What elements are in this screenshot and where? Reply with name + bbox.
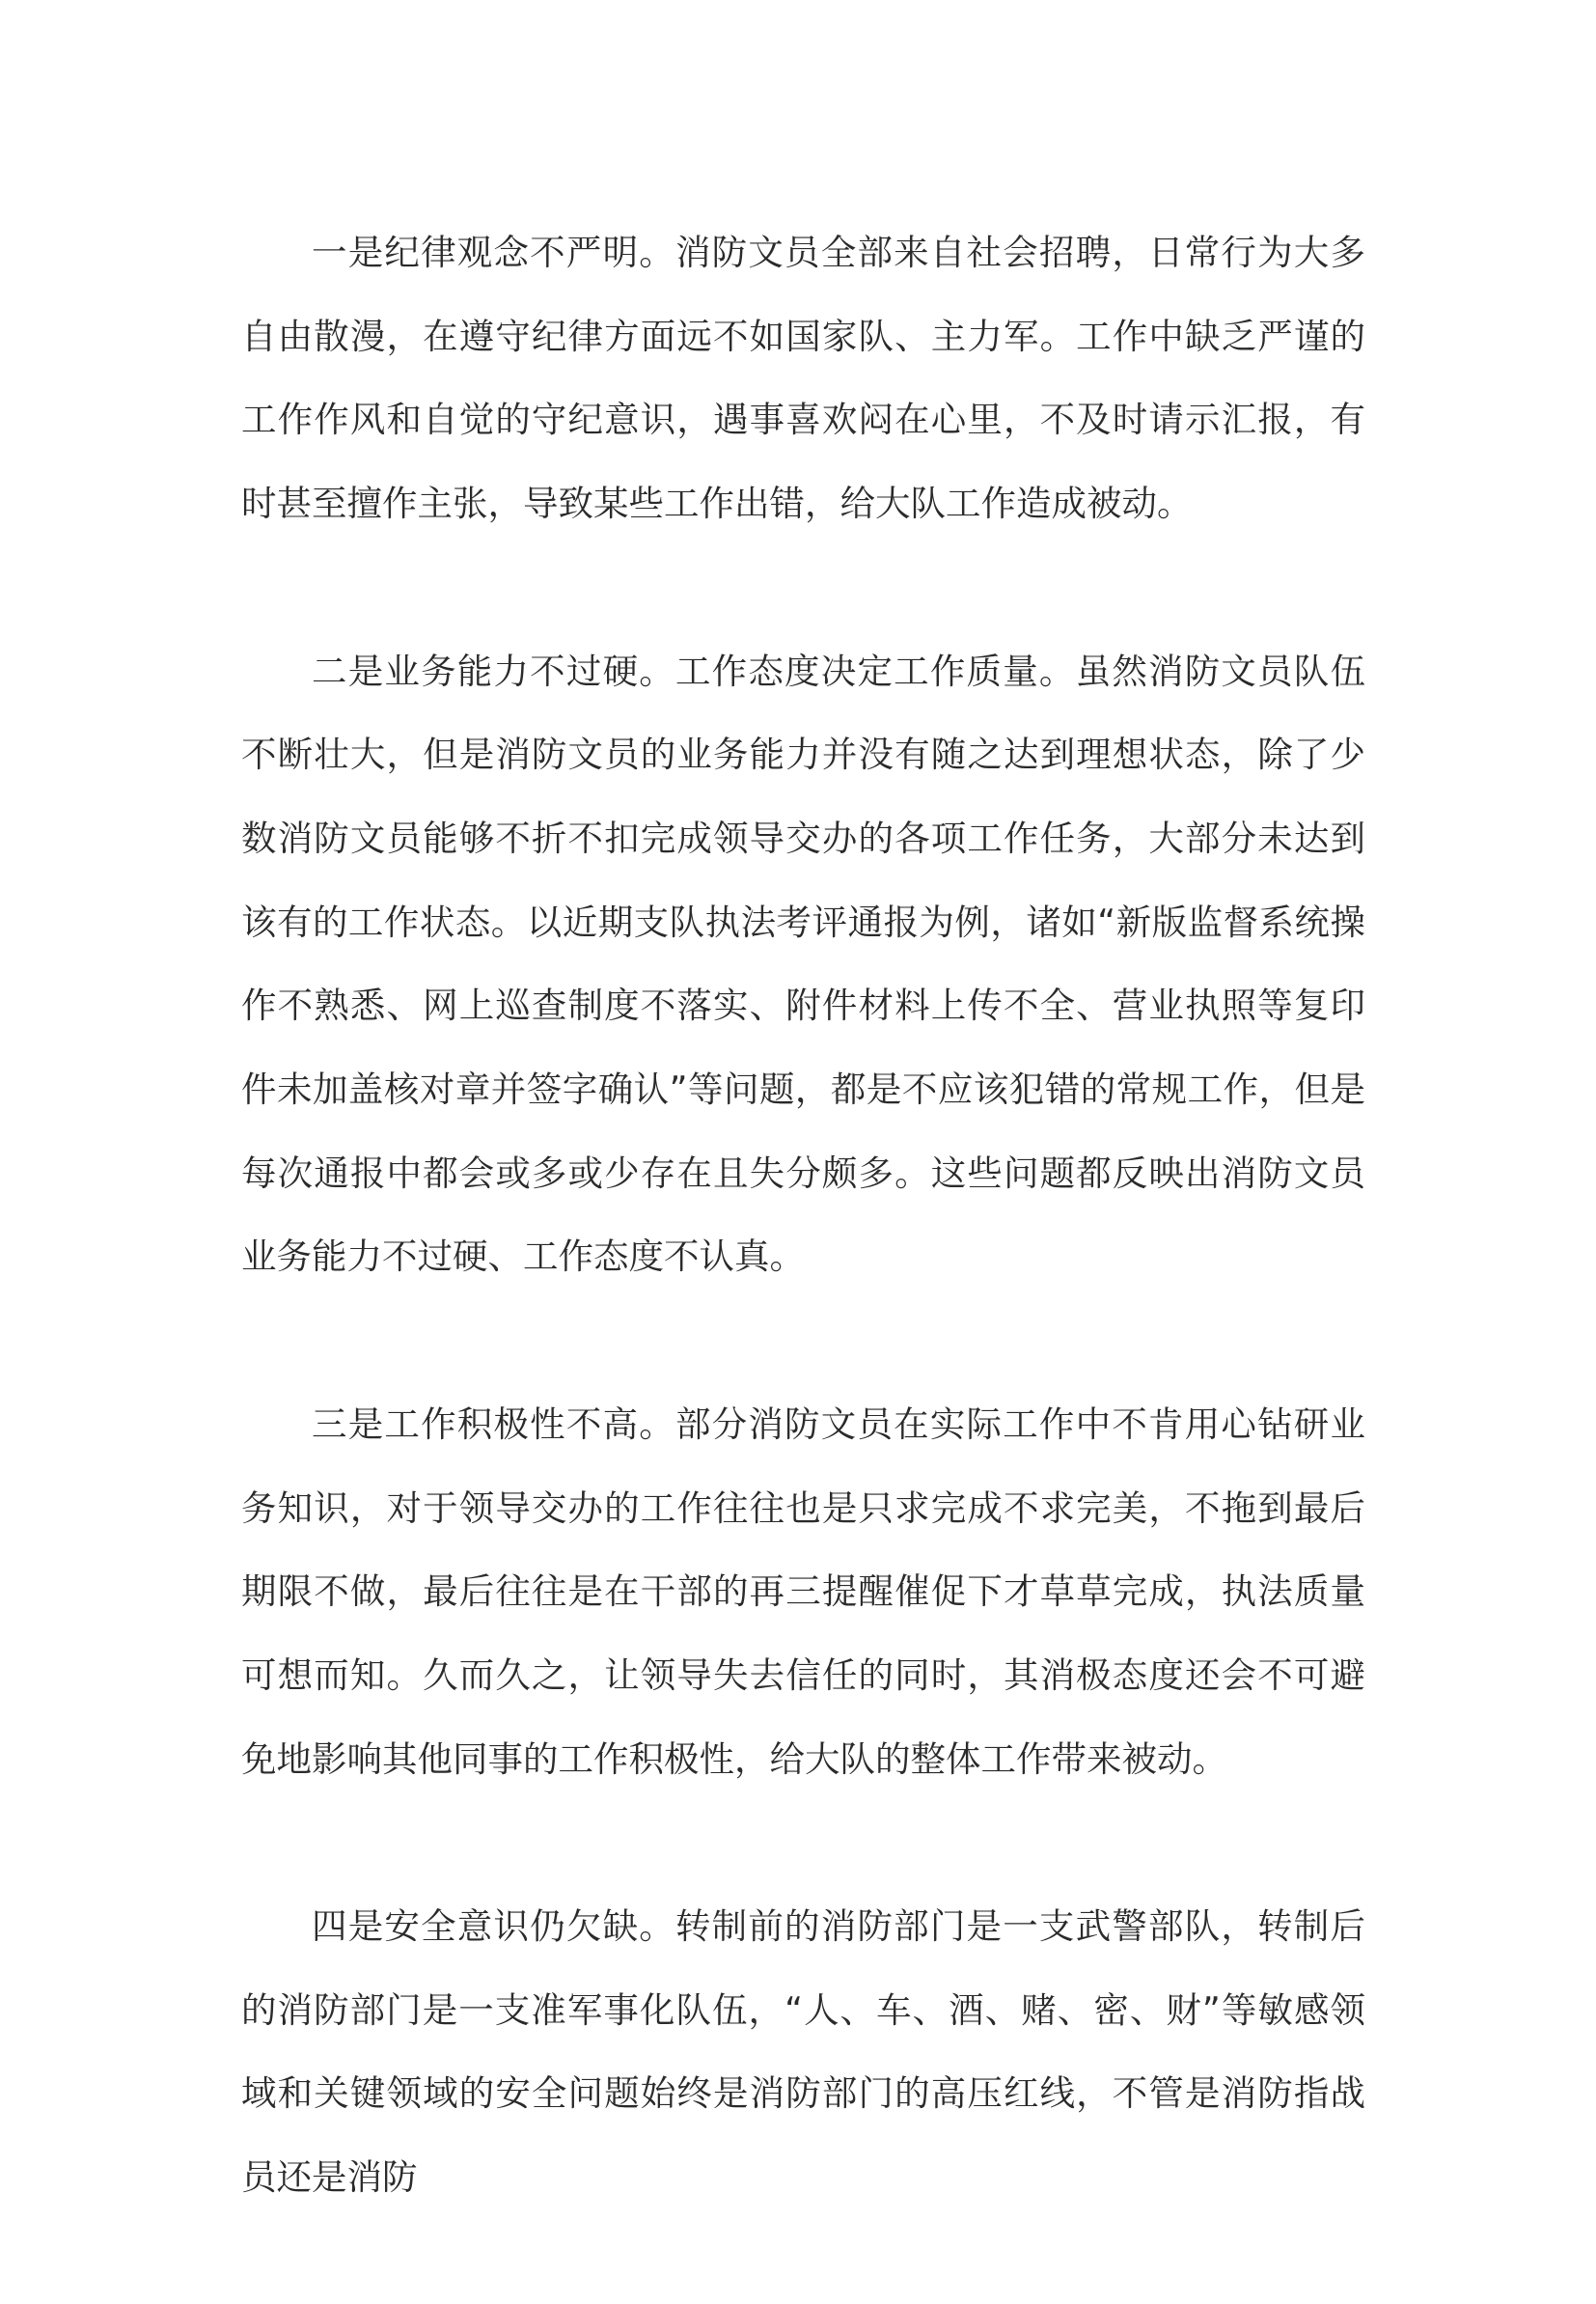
- paragraph-safety-awareness: 四是安全意识仍欠缺。转制前的消防部门是一支武警部队，转制后的消防部门是一支准军事化队伍，“人、车、酒、赌、密、财”等敏感领域和关键领域的安全问题始终是消防部门的高压红线，不管是消防指战员还是消防: [241, 1905, 1365, 2199]
- paragraph-discipline: 一是纪律观念不严明。消防文员全部来自社会招聘，日常行为大多自由散漫，在遵守纪律方面远不如国家队、主力军。工作中缺乏严谨的工作作风和自觉的守纪意识，遇事喜欢闷在心里，不及时请示汇报，有时甚至擅作主张，导致某些工作出错，给大队工作造成被动。: [241, 232, 1365, 525]
- paragraph-work-enthusiasm: 三是工作积极性不高。部分消防文员在实际工作中不肯用心钻研业务知识，对于领导交办的工作往往也是只求完成不求完美，不拖到最后期限不做，最后往往是在干部的再三提醒催促下才草草完成，执法质量可想而知。久而久之，让领导失去信任的同时，其消极态度还会不可避免地影响其他同事的工作积极性，给大队的整体工作带来被动。: [241, 1402, 1365, 1780]
- paragraph-business-ability: 二是业务能力不过硬。工作态度决定工作质量。虽然消防文员队伍不断壮大，但是消防文员的业务能力并没有随之达到理想状态，除了少数消防文员能够不折不扣完成领导交办的各项工作任务，大部分未达到该有的工作状态。以近期支队执法考评通报为例，诸如“新版监督系统操作不熟悉、网上巡查制度不落实、附件材料上传不全、营业执照等复印件未加盖核对章并签字确认”等问题，都是不应该犯错的常规工作，但是每次通报中都会或多或少存在且失分颇多。这些问题都反映出消防文员业务能力不过硬、工作态度不认真。: [241, 650, 1365, 1278]
- document-body: [241, 211, 1365, 2304]
